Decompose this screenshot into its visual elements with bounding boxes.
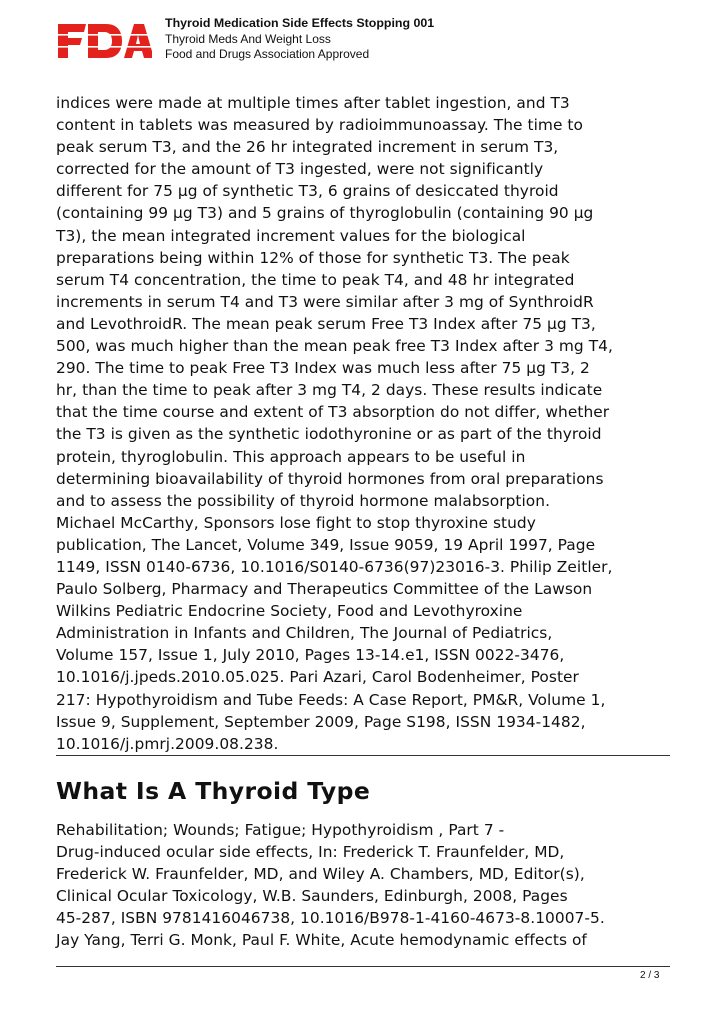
page-header <box>56 14 676 70</box>
header-text-block <box>165 16 434 63</box>
fda-logo <box>56 22 152 60</box>
main-content <box>56 92 676 951</box>
footer-divider <box>56 966 670 967</box>
document-subtitle: Thyroid Meds And Weight Loss <box>165 31 331 46</box>
section-heading: What Is A Thyroid Type <box>56 776 371 805</box>
body-paragraph-1: indices were made at multiple times after tablet ingestion, and T3 content in tablets was measured by radioimmunoassay. The time to peak serum T3, and the 26 hr integrated increment in serum T3, corrected for the amount of T3 ingested, were not significantly different for 75 µg of synthetic T3, 6 grains of desiccated thyroid (containing 99 µg T3) and 5 grains of thyroglobulin (containing 90 µg T3), the mean integrated increment values for the biological preparations being within 12% of those for synthetic T3. The peak serum T4 concentration, the time to peak T4, and 48 hr integrated increments in serum T4 and T3 were similar after 3 mg of SynthroidR and LevothroidR. The mean peak serum Free T3 Index after 75 µg T3, 500, was much higher than the mean peak free T3 Index after 3 mg T4, 290. The time to peak Free T3 Index was much less after 75 µg T3, 2 hr, than the time to peak after 3 mg T4, 2 days. These results indicate that the time course and extent of T3 absorption do not differ, whether the T3 is given as the synthetic iodothyronine or as part of the thyroid protein, thyroglobulin. This approach appears to be useful in determining bioavailability of thyroid hormones from oral preparations and to assess the possibility of thyroid hormone malabsorption. Michael McCarthy, Sponsors lose fight to stop thyroxine study publication, The Lancet, Volume 349, Issue 9059, 19 April 1997, Page 1149, ISSN 0140-6736, 10.1016/S0140-6736(97)23016-3. Philip Zeitler, Paulo Solberg, Pharmacy and Therapeutics Committee of the Lawson Wilkins Pediatric Endocrine Society, Food and Levothyroxine Administration in Infants and Children, The Journal of Pediatrics, Volume 157, Issue 1, July 2010, Pages 13-14.e1, ISSN 0022-3476, 10.1016/j.jpeds.2010.05.025. Pari Azari, Carol Bodenheimer, Poster 217: Hypothyroidism and Tube Feeds: A Case Report, PM&R, Volume 1, Issue 9, Supplement, September 2009, Page S198, ISSN 1934-1482, 10.1016/j.pmrj.2009.08.238. <box>56 94 613 753</box>
document-title: Thyroid Medication Side Effects Stopping 001 <box>165 16 435 30</box>
body-paragraph-2: Rehabilitation; Wounds; Fatigue; Hypothyroidism , Part 7 - Drug-induced ocular side effects, In: Frederick T. Fraunfelder, MD, Frederick W. Fraunfelder, MD, and Wiley A. Chambers, MD, Editor(s), Clinical Ocular Toxicology, W.B. Saunders, Edinburgh, 2008, Pages 45-287, ISBN 9781416046738, 10.1016/B978-1-4160-4673-8.10007-5. Jay Yang, Terri G. Monk, Paul F. White, Acute hemodynamic effects of <box>56 820 605 950</box>
section-divider <box>56 755 670 756</box>
page-number: 2 / 3 <box>640 970 660 981</box>
document-tagline: Food and Drugs Association Approved <box>165 47 370 61</box>
